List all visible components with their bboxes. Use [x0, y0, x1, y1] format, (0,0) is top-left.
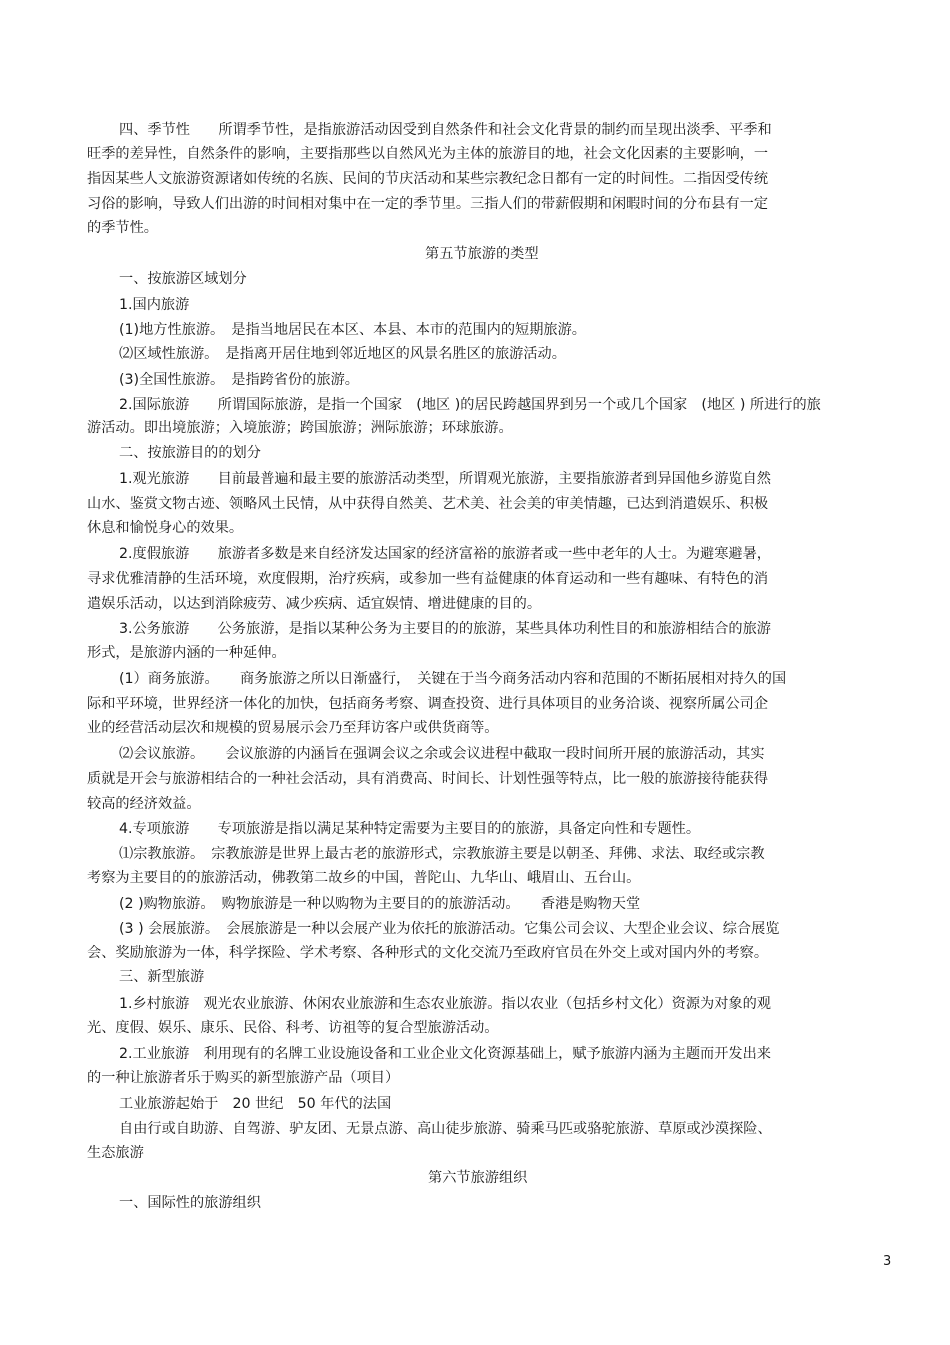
text-line: 游活动。即出境旅游；入境旅游；跨国旅游；洲际旅游；环球旅游。 — [87, 420, 513, 436]
text-line: 生态旅游 — [87, 1145, 144, 1161]
text-line: 际和平环境，世界经济一体化的加快，包括商务考察、调查投资、进行具体项目的业务洽谈、视察所属公司企 — [87, 696, 769, 712]
text-line: 2.度假旅游 旅游者多数是来自经济发达国家的经济富裕的旅游者或一些中老年的人士。为避寒避暑， — [119, 546, 771, 562]
subheading: 一、国际性的旅游组织 — [119, 1195, 261, 1211]
text-line: 较高的经济效益。 — [87, 796, 201, 812]
text-line: ⑵区域性旅游。 是指离开居住地到邻近地区的风景名胜区的旅游活动。 — [119, 346, 566, 362]
section-heading: 第六节旅游组织 — [428, 1170, 528, 1186]
text-line: 寻求优雅清静的生活环境，欢度假期，治疗疾病，或参加一些有益健康的体育运动和一些有趣味、有特色的消 — [87, 571, 769, 587]
text-line: (2 )购物旅游。 购物旅游是一种以购物为主要目的的旅游活动。 香港是购物天堂 — [119, 896, 641, 912]
text-line: (1）商务旅游。 商务旅游之所以日渐盛行， 关键在于当今商务活动内容和范围的不断拓展相对持久的国 — [119, 671, 787, 687]
text-line: 的一种让旅游者乐于购买的新型旅游产品（项目） — [87, 1070, 400, 1086]
text-line: 4.专项旅游 专项旅游是指以满足某种特定需要为主要目的的旅游，具备定向性和专题性。 — [119, 821, 701, 837]
text-line: 质就是开会与旅游相结合的一种社会活动，具有消费高、时间长、计划性强等特点，比一般的旅游接待能获得 — [87, 771, 769, 787]
text-line: 考察为主要目的的旅游活动，佛教第二故乡的中国，普陀山、九华山、峨眉山、五台山。 — [87, 870, 641, 886]
text-line: 的季节性。 — [87, 220, 158, 236]
text-line: 3.公务旅游 公务旅游，是指以某种公务为主要目的的旅游，某些具体功利性目的和旅游相结合的旅游 — [119, 621, 771, 637]
text-line: 山水、鉴赏文物古迹、领略风土民情，从中获得自然美、艺术美、社会美的审美情趣，已达到消遣娱乐、积极 — [87, 496, 769, 512]
text-line: 会、奖励旅游为一体，科学探险、学术考察、各种形式的文化交流乃至政府官员在外交上或对国内外的考察。 — [87, 945, 769, 961]
text-line: 光、度假、娱乐、康乐、民俗、科考、访祖等的复合型旅游活动。 — [87, 1020, 499, 1036]
text-line: ⑵会议旅游。 会议旅游的内涵旨在强调会议之余或会议进程中截取一段时间所开展的旅游活动，其实 — [119, 746, 765, 762]
text-line: 休息和愉悦身心的效果。 — [87, 520, 244, 536]
text-line: 工业旅游起始于 20 世纪 50 年代的法国 — [119, 1096, 392, 1112]
text-line: (3 ) 会展旅游。 会展旅游是一种以会展产业为依托的旅游活动。它集公司会议、大型企业会议、综合展览 — [119, 921, 780, 937]
text-line: (3)全国性旅游。 是指跨省份的旅游。 — [119, 372, 359, 388]
text-line: 1.观光旅游 目前最普遍和最主要的旅游活动类型，所谓观光旅游，主要指旅游者到异国他乡游览自然 — [119, 471, 771, 487]
text-line: 遣娱乐活动，以达到消除疲劳、减少疾病、适宜娱情、增进健康的目的。 — [87, 596, 542, 612]
text-line: 指因某些人文旅游资源诸如传统的名族、民间的节庆活动和某些宗教纪念日都有一定的时间性。二指因受传统 — [87, 171, 769, 187]
text-line: ⑴宗教旅游。 宗教旅游是世界上最古老的旅游形式，宗教旅游主要是以朝圣、拜佛、求法、取经或宗教 — [119, 846, 765, 862]
text-line: 四、季节性 所谓季节性，是指旅游活动因受到自然条件和社会文化背景的制约而呈现出淡季、平季和 — [119, 122, 772, 138]
text-line: 自由行或自助游、自驾游、驴友团、无景点游、高山徒步旅游、骑乘马匹或骆驼旅游、草原或沙漠探险、 — [119, 1121, 772, 1137]
text-line: 业的经营活动层次和规模的贸易展示会乃至拜访客户或供货商等。 — [87, 720, 499, 736]
text-line: 形式，是旅游内涵的一种延伸。 — [87, 645, 286, 661]
text-line: 1.乡村旅游 观光农业旅游、休闲农业旅游和生态农业旅游。指以农业（包括乡村文化）资源为对象的观 — [119, 996, 771, 1012]
text-line: 2.工业旅游 利用现有的名牌工业设施设备和工业企业文化资源基础上，赋予旅游内涵为主题而开发出来 — [119, 1046, 771, 1062]
text-line: 2.国际旅游 所谓国际旅游，是指一个国家 (地区 )的居民跨越国界到另一个或几个国家 (地区 ) 所进行的旅 — [119, 397, 821, 413]
subheading: 二、按旅游目的的划分 — [119, 445, 261, 461]
text-line: 旺季的差异性，自然条件的影响，主要指那些以自然风光为主体的旅游目的地，社会文化因素的主要影响，一 — [87, 146, 769, 162]
page-number: 3 — [883, 1254, 892, 1269]
subheading: 三、新型旅游 — [119, 969, 205, 985]
text-line: 习俗的影响，导致人们出游的时间相对集中在一定的季节里。三指人们的带薪假期和闲暇时间的分布县有一定 — [87, 196, 769, 212]
subheading: 一、按旅游区域划分 — [119, 271, 247, 287]
section-heading: 第五节旅游的类型 — [425, 246, 539, 262]
text-line: 1.国内旅游 — [119, 297, 190, 313]
text-line: (1)地方性旅游。 是指当地居民在本区、本县、本市的范围内的短期旅游。 — [119, 322, 586, 338]
